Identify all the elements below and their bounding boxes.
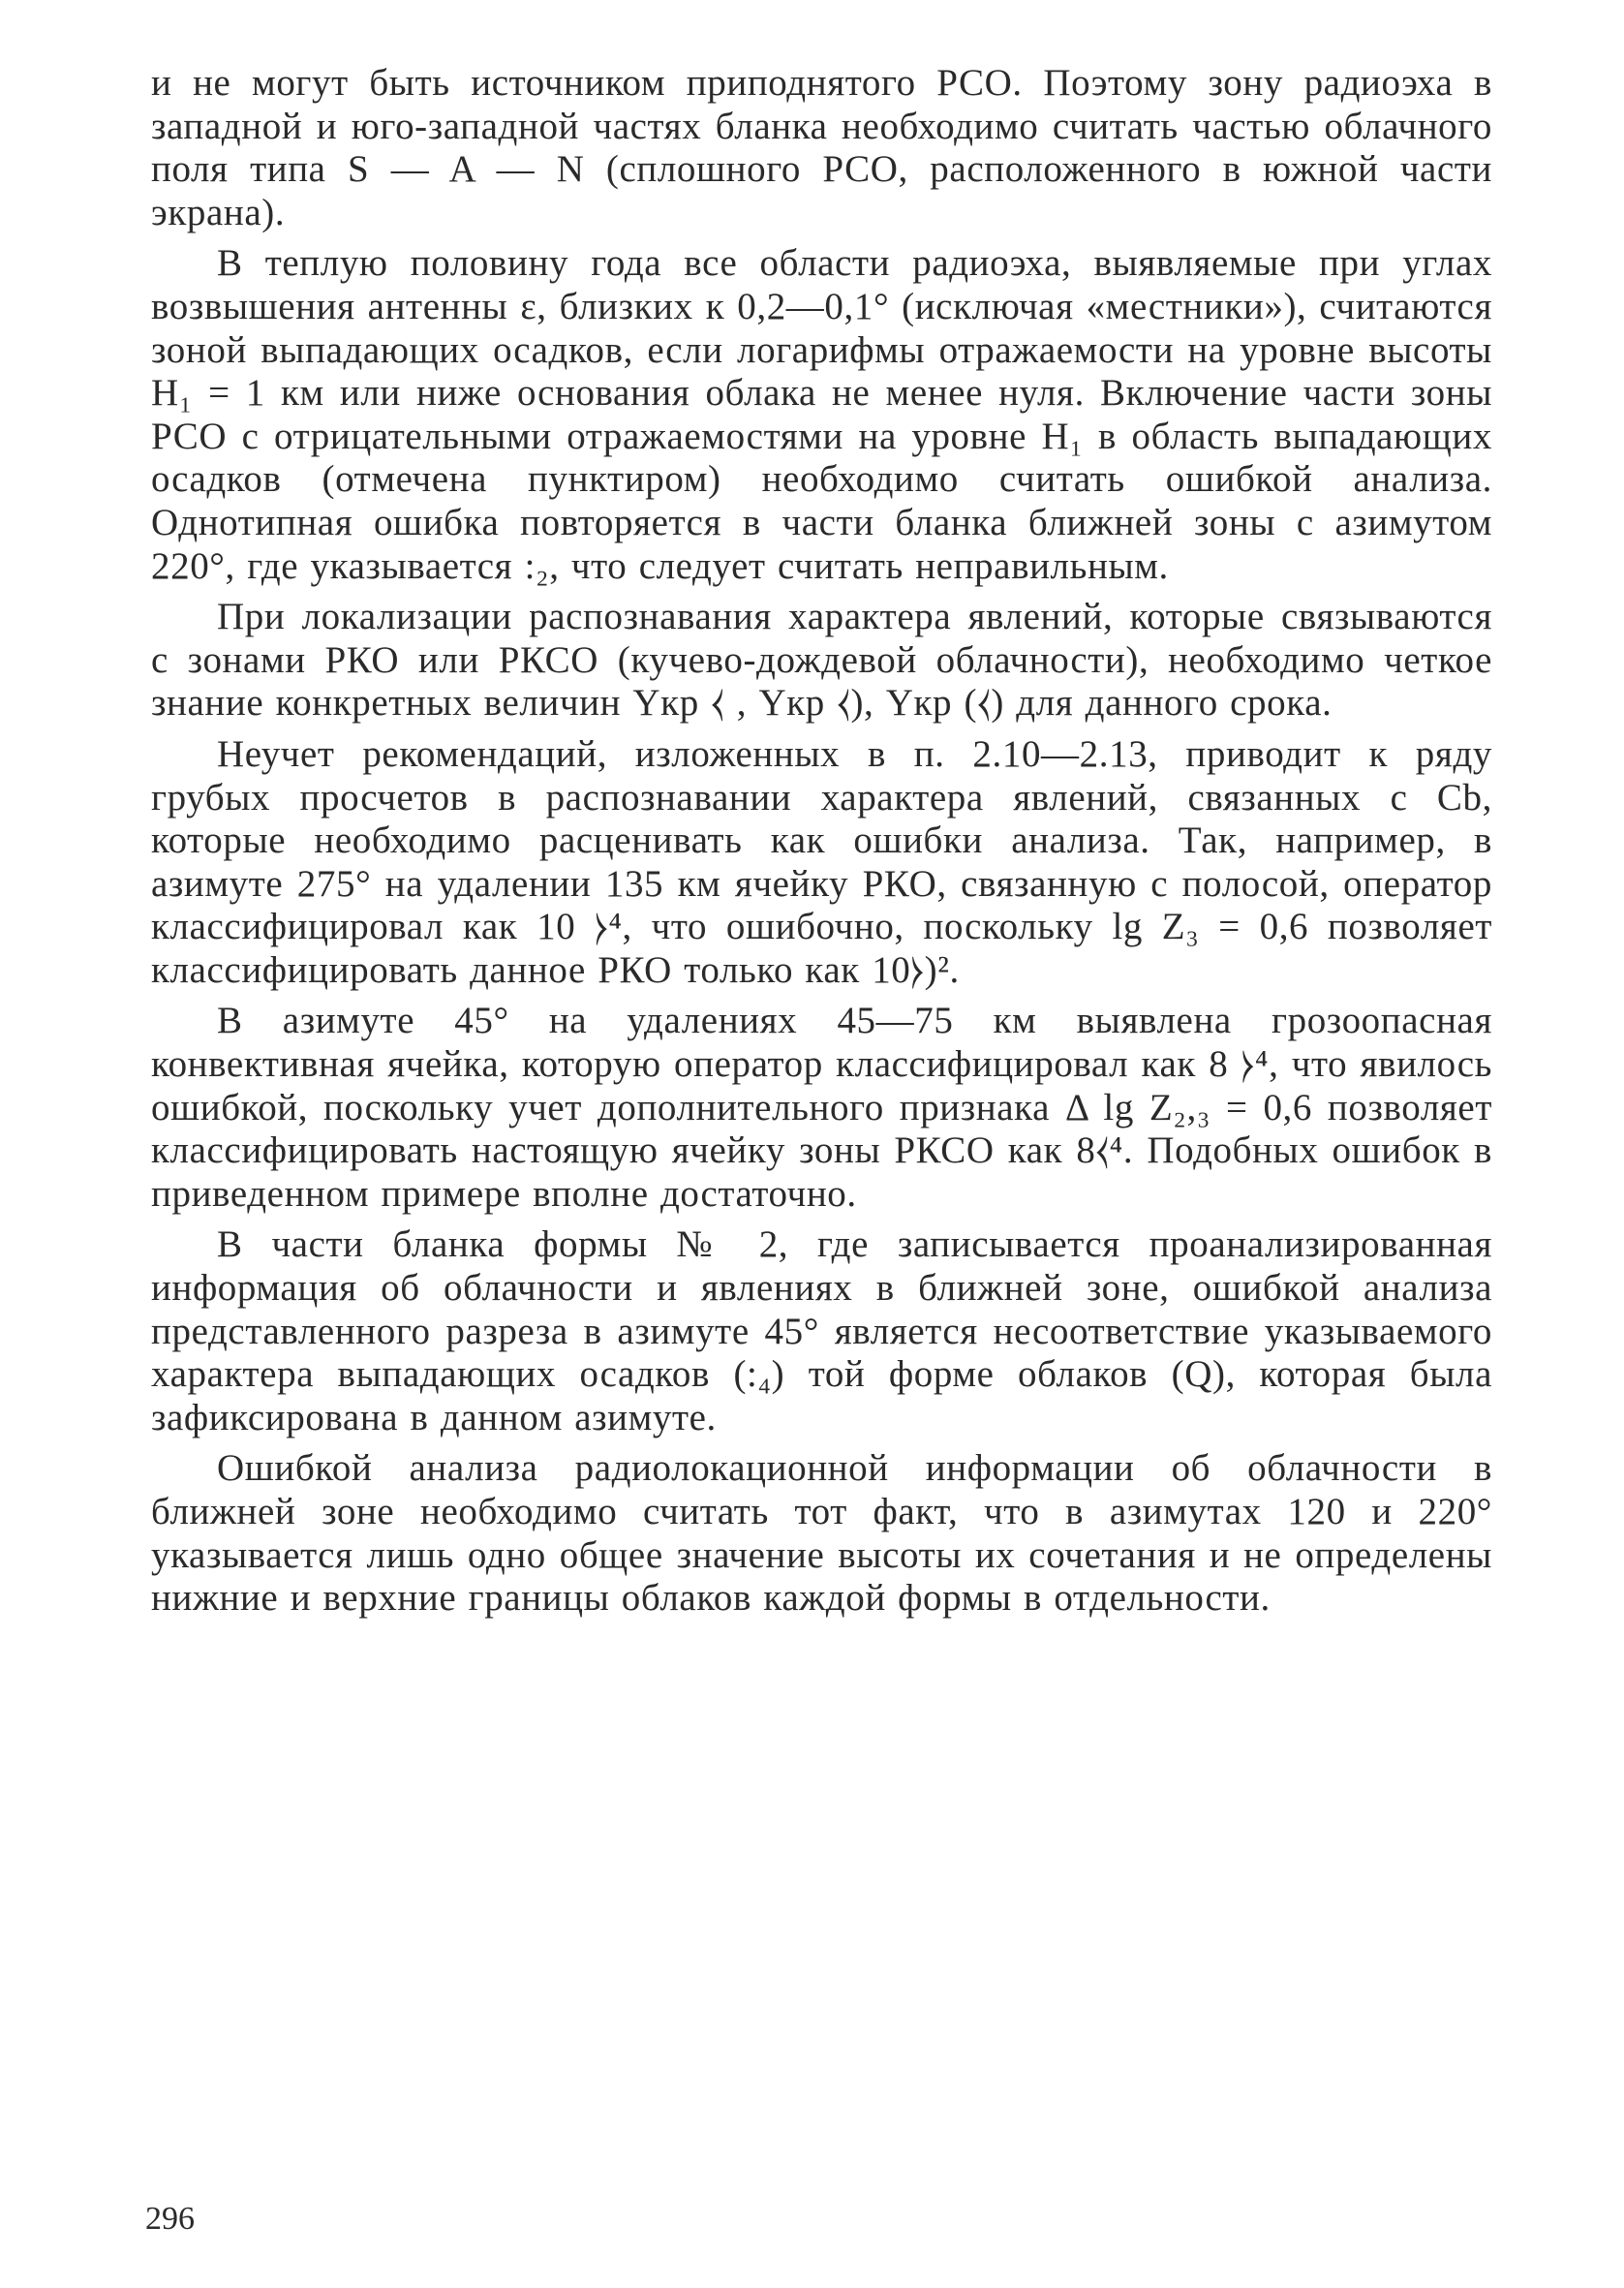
paragraph-4: Неучет рекомендаций, изложенных в п. 2.10—2.13, приводит к ряду грубых просчетов в распознавании характера явлений, связанных с Cb, которые необходимо расценивать как ошибки анализа. Так, например, в азимуте 275° на удалении 135 км ячейку РКО, связанную с полосой, оператор классифицировал как 10 ⧽⁴, что ошибочно, поскольку lg Z₃ = 0,6 позволяет классифицировать данное РКО только как 10⧽)².: [151, 732, 1492, 991]
page-body: [151, 62, 1492, 1621]
paragraph-2: В теплую половину года все области радиоэха, выявляемые при углах возвышения антенны ε, близких к 0,2—0,1° (исключая «местники»), считаются зоной выпадающих осадков, если логарифмы отражаемости на уровне высоты H₁ = 1 км или ниже основания облака не менее нуля. Включение части зоны РСО с отрицательными отражаемостями на уровне H₁ в область выпадающих осадков (отмечена пунктиром) необходимо считать ошибкой анализа. Однотипная ошибка повторяется в части бланка ближней зоны с азимутом 220°, где указывается :₂, что следует считать неправильным.: [151, 242, 1492, 587]
paragraph-1: и не могут быть источником приподнятого РСО. Поэтому зону радиоэха в западной и юго-западной частях бланка необходимо считать частью облачного поля типа S — A — N (сплошного РСО, расположенного в южной части экрана).: [151, 62, 1492, 233]
paragraph-6: В части бланка формы № 2, где записывается проанализированная информация об облачности и явлениях в ближней зоне, ошибкой анализа представленного разреза в азимуте 45° является несоответствие указываемого характера выпадающих осадков (:₄) той форме облаков (Q), которая была зафиксирована в данном азимуте.: [151, 1223, 1492, 1438]
page-number: 296: [145, 2201, 195, 2237]
paragraph-7: Ошибкой анализа радиолокационной информации об облачности в ближней зоне необходимо считать тот факт, что в азимутах 120 и 220° указывается лишь одно общее значение высоты их сочетания и не определены нижние и верхние границы облаков каждой формы в отдельности.: [151, 1447, 1492, 1620]
paragraph-3: При локализации распознавания характера явлений, которые связываются с зонами РКО или РКСО (кучево-дождевой облачности), необходимо четкое знание конкретных величин Yкр ⧼ , Yкр ⧼), Yкр (⧼) для данного срока.: [151, 596, 1492, 725]
paragraph-5: В азимуте 45° на удалениях 45—75 км выявлена грозоопасная конвективная ячейка, которую оператор классифицировал как 8 ⧽⁴, что явилось ошибкой, поскольку учет дополнительного признака Δ lg Z₂,₃ = 0,6 позволяет классифицировать настоящую ячейку зоны РКСО как 8⧼⁴. Подобных ошибок в приведенном примере вполне достаточно.: [151, 1000, 1492, 1215]
